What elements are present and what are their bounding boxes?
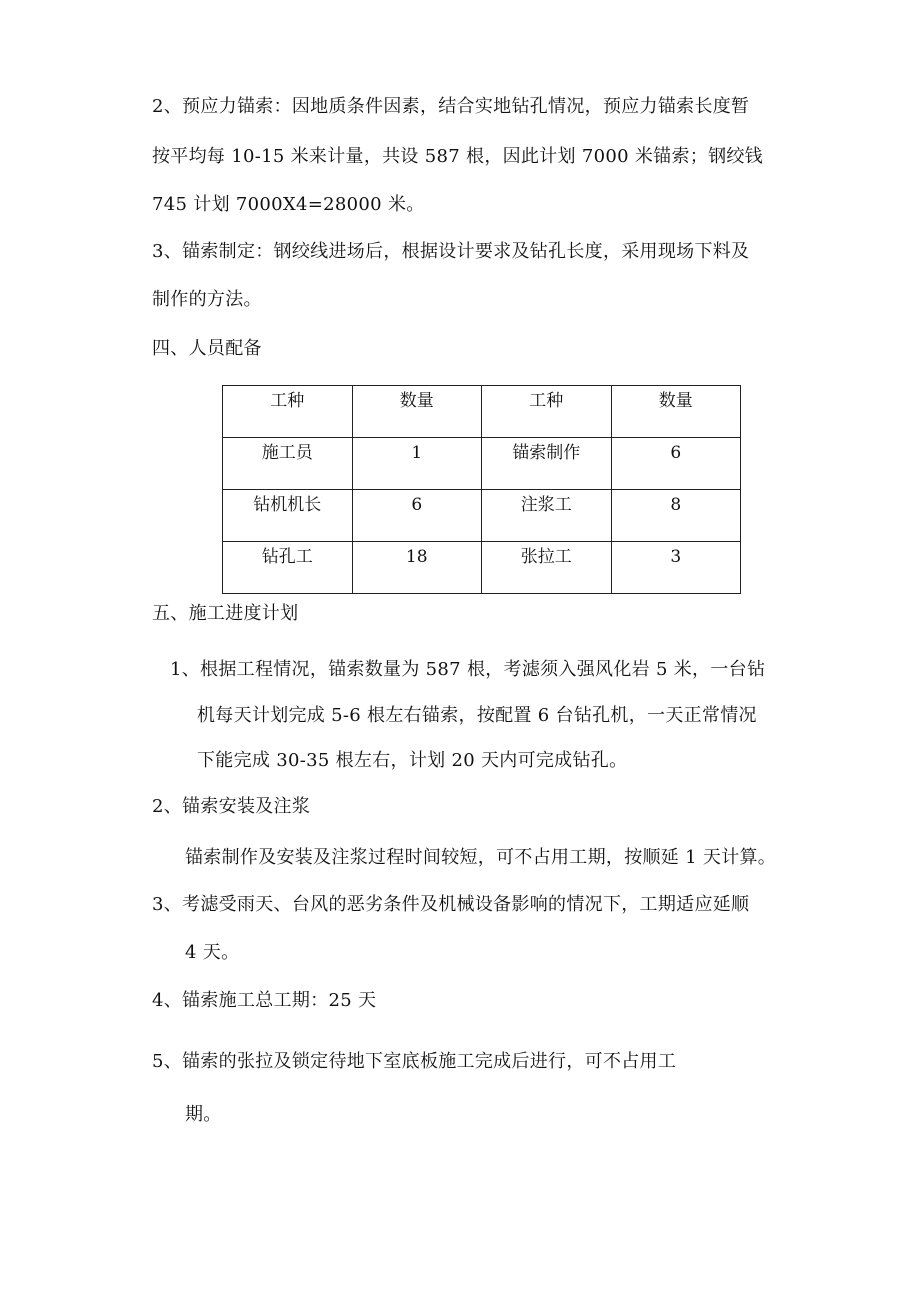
table-row — [223, 490, 741, 542]
table-cell: 张拉工 — [482, 542, 612, 594]
paragraph-line: 下能完成 30-35 根左右，计划 20 天内可完成钻孔。 — [197, 750, 628, 771]
table-cell: 钻机机长 — [223, 490, 353, 542]
section-heading: 五、施工进度计划 — [152, 603, 299, 624]
paragraph-line: 4、锚索施工总工期：25 天 — [152, 990, 377, 1011]
paragraph-line: 745 计划 7000X4=28000 米。 — [152, 194, 425, 215]
paragraph-line: 1、根据工程情况，锚索数量为 587 根，考滤须入强风化岩 5 米，一台钻 — [170, 659, 766, 680]
table-cell: 6 — [352, 490, 482, 542]
table-header-cell: 数量 — [352, 386, 482, 438]
paragraph-line: 3、锚索制定：钢绞线进场后，根据设计要求及钻孔长度，采用现场下料及 — [152, 241, 750, 262]
paragraph-line: 3、考滤受雨天、台风的恶劣条件及机械设备影响的情况下，工期适应延顺 — [152, 894, 750, 915]
staffing-table — [222, 385, 741, 594]
table-cell: 锚索制作 — [482, 438, 612, 490]
table-cell: 18 — [352, 542, 482, 594]
paragraph-line: 4 天。 — [185, 942, 240, 963]
paragraph-line: 期。 — [185, 1104, 222, 1125]
table-cell: 6 — [611, 438, 741, 490]
table-header-cell: 数量 — [611, 386, 741, 438]
paragraph-line: 锚索制作及安装及注浆过程时间较短，可不占用工期，按顺延 1 天计算。 — [185, 847, 777, 868]
table-header-cell: 工种 — [482, 386, 612, 438]
table-cell: 8 — [611, 490, 741, 542]
table-header-cell: 工种 — [223, 386, 353, 438]
table-row — [223, 542, 741, 594]
table-row — [223, 386, 741, 438]
paragraph-line: 制作的方法。 — [152, 289, 262, 310]
table-cell: 3 — [611, 542, 741, 594]
paragraph-line: 5、锚索的张拉及锁定待地下室底板施工完成后进行，可不占用工 — [152, 1051, 677, 1072]
table-row — [223, 438, 741, 490]
table-cell: 钻孔工 — [223, 542, 353, 594]
table-cell: 注浆工 — [482, 490, 612, 542]
table-cell: 施工员 — [223, 438, 353, 490]
table-cell: 1 — [352, 438, 482, 490]
section-heading: 四、人员配备 — [152, 338, 262, 359]
paragraph-line: 机每天计划完成 5-6 根左右锚索，按配置 6 台钻孔机，一天正常情况 — [197, 705, 757, 726]
paragraph-line: 2、预应力锚索：因地质条件因素，结合实地钻孔情况，预应力锚索长度暂 — [152, 96, 750, 117]
paragraph-line: 2、锚索安装及注浆 — [152, 796, 311, 817]
paragraph-line: 按平均每 10-15 米来计量，共设 587 根，因此计划 7000 米锚索；钢绞钱 — [152, 146, 763, 167]
